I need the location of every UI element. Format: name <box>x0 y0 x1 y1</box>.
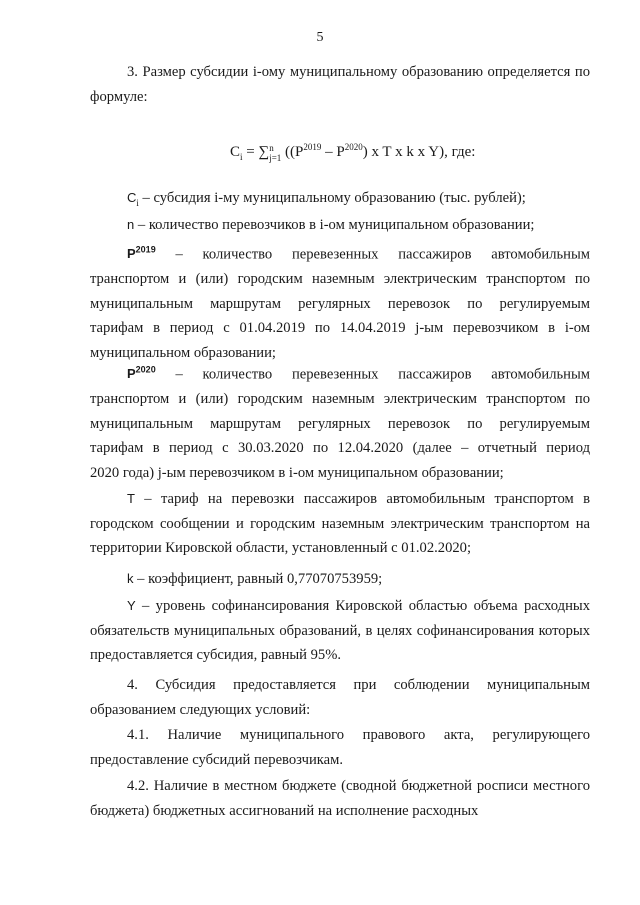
definition-p2020-line-1: $P^{2020}$ – количество перевезенных пассажиров автомобильным <box>127 365 590 383</box>
definition-ci <box>90 186 590 216</box>
definition-t <box>90 487 590 561</box>
paragraph-4: 4. Субсидия предоставляется при соблюдении муниципальным образованием следующих условий: <box>90 677 590 718</box>
symbol-n: n <box>127 217 135 232</box>
definition-p2020-line-5: 2020 года) j-ым перевозчиком в i-ом муниципальном образовании; <box>90 464 504 481</box>
formula-rest: ) x T x k x Y), где: <box>362 144 476 160</box>
definition-n <box>90 213 590 238</box>
definition-p2020-line-2: транспортом и (или) городским наземным электрическим транспортом по <box>90 390 590 407</box>
formula-c: C <box>230 144 241 160</box>
formula-sum: = ∑ <box>242 144 270 160</box>
paragraph-4-1: 4.1. Наличие муниципального правового акта, регулирующего предоставление субсидий перевозчикам. <box>90 727 590 768</box>
symbol-p2020: $P^{2020}$ <box>127 365 156 382</box>
definition-p2019 <box>90 238 590 365</box>
definition-t-text: – тариф на перевозки пассажиров автомобильным транспортом в городском сообщении и городским наземным электрическим транспортом на территории Кировской области, установленный с 01.02.2020; <box>90 491 590 557</box>
symbol-c: C <box>127 190 137 205</box>
definition-y-text: – уровень софинансирования Кировской областью объема расходных обязательств муниципальных образований, в целях софинансирования которых предоставляется субсидия, равный 95%. <box>90 598 590 664</box>
formula-minus: – P <box>321 144 345 160</box>
paragraph-3: 3. Размер субсидии i-ому муниципальному образованию определяется по формуле: <box>90 64 590 105</box>
paragraph-4-2: 4.2. Наличие в местном бюджете (сводной бюджетной росписи местного бюджета) бюджетных ассигнований на исполнение расходных <box>90 778 590 819</box>
symbol-k: k <box>127 571 134 586</box>
definition-p2020-line-4: тарифам в период с 30.03.2020 по 12.04.2020 (далее – отчетный период <box>90 440 590 457</box>
definition-k <box>90 567 590 592</box>
symbol-c-sub: i <box>136 197 139 208</box>
formula-sum-sub: j=1 <box>269 152 282 163</box>
definition-p2019-line-1: $P^{2019}$ – количество перевезенных пассажиров автомобильным <box>127 245 590 263</box>
definition-n-text: – количество перевозчиков в i-ом муниципальном образовании; <box>134 217 535 233</box>
symbol-y: Y <box>127 598 136 613</box>
definition-p2019-line-3: муниципальным маршрутам регулярных перевозок по регулируемым <box>90 295 590 312</box>
definition-ci-text: – субсидия i-му муниципальному образованию (тыс. рублей); <box>138 190 526 206</box>
symbol-t: T <box>127 491 135 506</box>
formula-c-sub: i <box>240 152 243 162</box>
definition-p2020-line-3: муниципальным маршрутам регулярных перевозок по регулируемым <box>90 415 590 432</box>
page-number: 5 <box>316 30 324 45</box>
definition-k-text: – коэффициент, равный 0,77070753959; <box>133 571 383 587</box>
definition-p2020 <box>90 358 590 485</box>
formula-open: ((P <box>281 144 304 160</box>
formula-year-2020: 2020 <box>344 142 363 152</box>
definition-p2019-line-5: муниципальном образовании; <box>90 344 276 361</box>
symbol-p2019: $P^{2019}$ <box>127 245 156 262</box>
subsidy-formula <box>230 142 475 163</box>
formula-year-2019: 2019 <box>303 142 322 152</box>
definition-p2019-line-4: тарифам в период с 01.04.2019 по 14.04.2019 j-ым перевозчиком в i-ом <box>90 320 590 337</box>
definition-y <box>90 594 590 668</box>
definition-p2019-line-2: транспортом и (или) городским наземным электрическим транспортом по <box>90 270 590 287</box>
formula-sum-sup: n <box>269 142 274 153</box>
